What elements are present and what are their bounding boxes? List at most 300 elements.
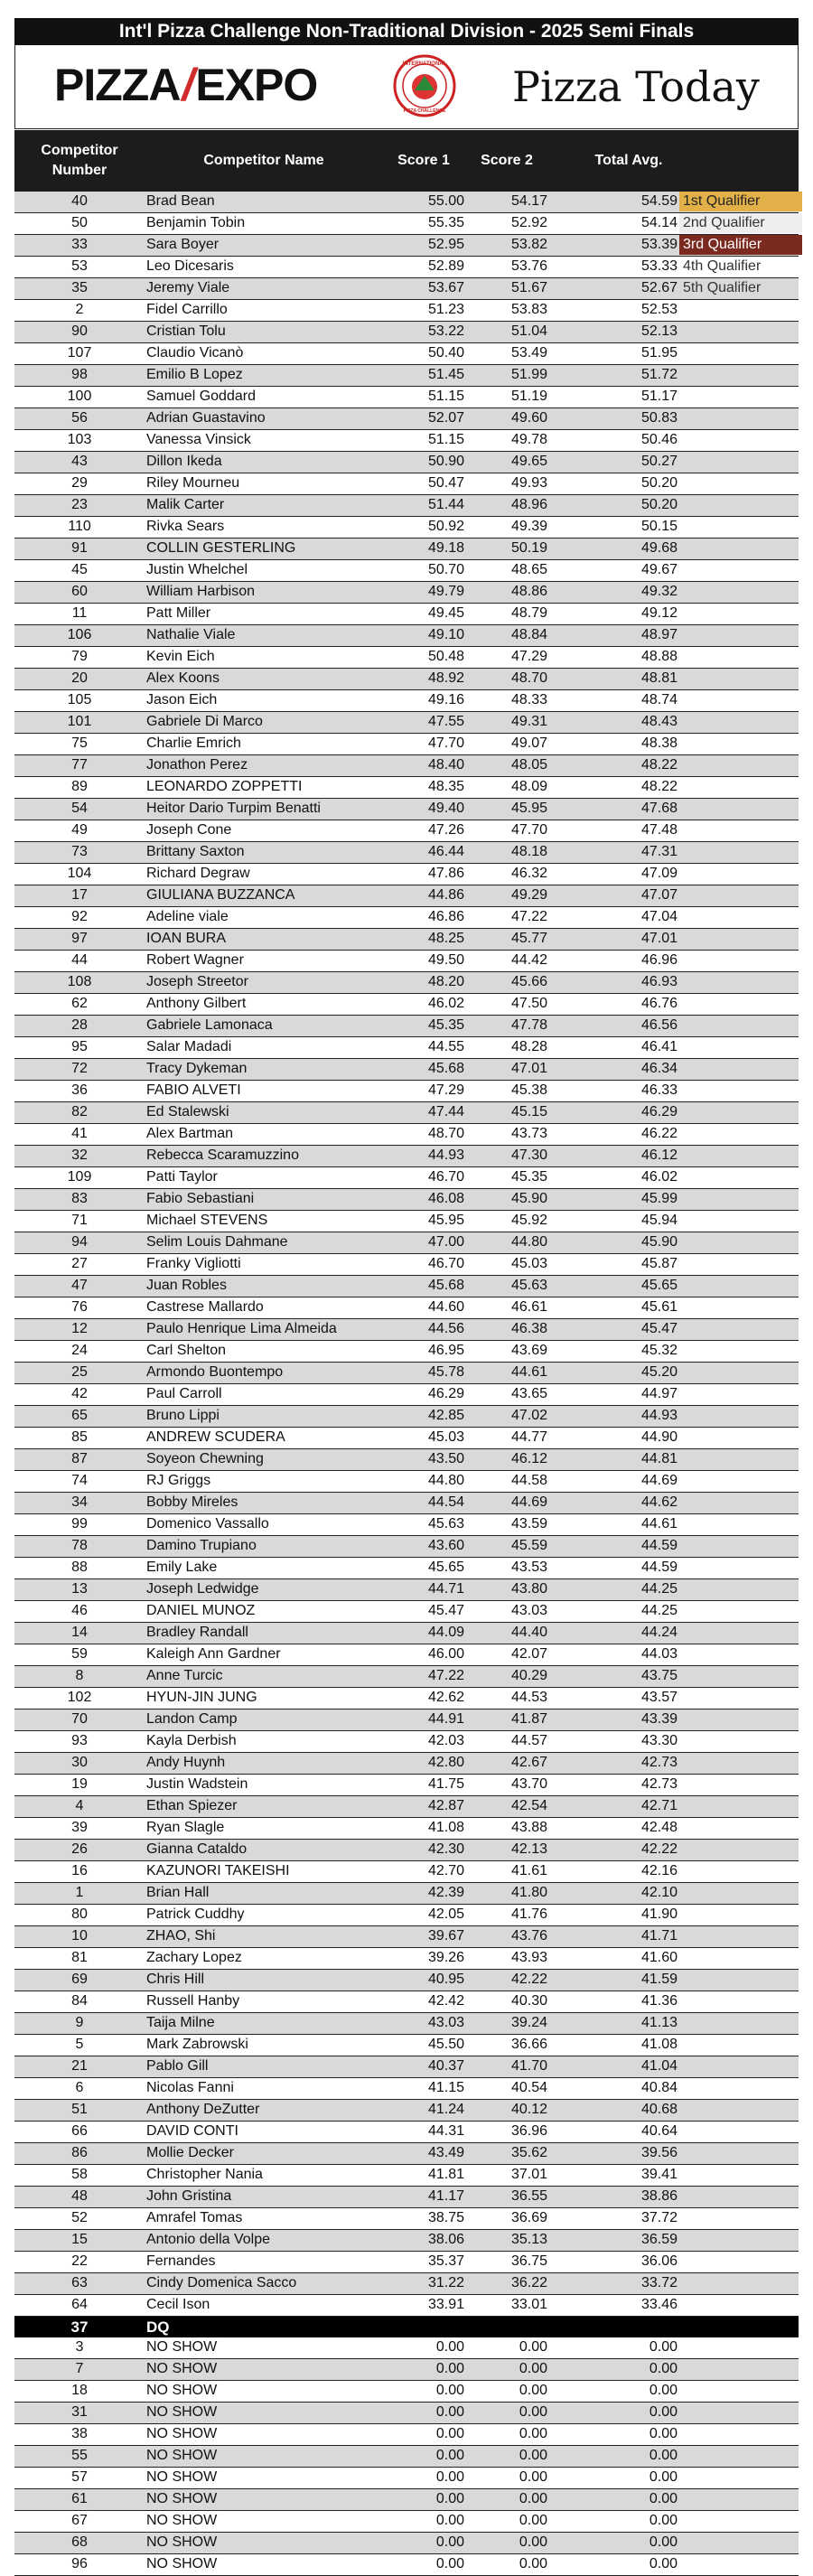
competitor-name: NO SHOW (146, 2556, 218, 2571)
total-avg: 43.57 (640, 1690, 678, 1705)
competitor-number: 69 (71, 1972, 88, 1987)
score-1: 50.92 (427, 519, 464, 534)
competitor-name: Gabriele Di Marco (146, 714, 263, 729)
table-row (14, 1146, 799, 1167)
competitor-number: 81 (71, 1950, 88, 1965)
total-avg: 49.12 (640, 605, 678, 621)
score-1: 46.70 (427, 1256, 464, 1271)
total-avg: 36.59 (640, 2232, 678, 2247)
score-2: 45.38 (510, 1082, 547, 1098)
score-1: 44.55 (427, 1039, 464, 1054)
score-1: 43.03 (427, 2015, 464, 2030)
table-row (14, 669, 799, 690)
total-avg: 50.27 (640, 454, 678, 469)
score-2: 40.12 (510, 2102, 547, 2117)
competitor-name: Cecil Ison (146, 2297, 210, 2312)
competitor-name: Cindy Domenica Sacco (146, 2275, 297, 2290)
total-avg: 52.53 (640, 302, 678, 317)
competitor-name: DAVID CONTI (146, 2123, 238, 2139)
score-2: 44.58 (510, 1473, 547, 1488)
competitor-name: Tracy Dykeman (146, 1061, 248, 1076)
competitor-number: 23 (71, 497, 88, 512)
competitor-name: Paulo Henrique Lima Almeida (146, 1321, 337, 1336)
score-1: 49.79 (427, 584, 464, 599)
competitor-name: Joseph Cone (146, 822, 232, 838)
total-avg: 37.72 (640, 2210, 678, 2225)
competitor-name: NO SHOW (146, 2448, 218, 2463)
competitor-name: Ed Stalewski (146, 1104, 229, 1119)
competitor-name: NO SHOW (146, 2469, 218, 2485)
competitor-number: 33 (71, 237, 88, 252)
competitor-number: 40 (71, 193, 88, 209)
total-avg: 49.32 (640, 584, 678, 599)
pizza-expo-logo (54, 58, 317, 112)
seal-top-text: INTERNATIONAL (402, 61, 447, 67)
score-1: 38.06 (427, 2232, 464, 2247)
score-2: 0.00 (519, 2556, 547, 2571)
total-avg: 46.29 (640, 1104, 678, 1119)
competitor-name: Patrick Cuddhy (146, 1906, 245, 1922)
score-1: 50.48 (427, 649, 464, 664)
total-avg: 42.73 (640, 1755, 678, 1770)
total-avg: 47.09 (640, 866, 678, 881)
table-row (14, 2295, 799, 2317)
competitor-number: 4 (75, 1798, 84, 1813)
table-row (14, 539, 799, 560)
table-row (14, 1059, 799, 1081)
competitor-name: Alex Bartman (146, 1126, 234, 1141)
competitor-name: Emilio B Lopez (146, 367, 243, 382)
score-1: 42.80 (427, 1755, 464, 1770)
score-2: 42.22 (510, 1972, 547, 1987)
table-row (14, 1124, 799, 1146)
competitor-number: 53 (71, 258, 88, 274)
competitor-name: Adeline viale (146, 909, 229, 924)
table-row (14, 690, 799, 712)
total-avg: 45.65 (640, 1278, 678, 1293)
competitor-name: Jonathon Perez (146, 757, 248, 773)
total-avg: 0.00 (649, 2426, 678, 2441)
score-1: 53.67 (427, 280, 464, 295)
score-1: 44.71 (427, 1581, 464, 1597)
no-show-row (14, 2489, 799, 2511)
score-1: 42.70 (427, 1863, 464, 1878)
total-avg: 44.93 (640, 1408, 678, 1423)
total-avg: 41.59 (640, 1972, 678, 1987)
score-2: 35.13 (510, 2232, 547, 2247)
score-2: 42.54 (510, 1798, 547, 1813)
competitor-name: Anthony Gilbert (146, 996, 247, 1011)
competitor-name: Bradley Randall (146, 1625, 248, 1640)
score-2: 40.30 (510, 1993, 547, 2009)
competitor-name: Landon Camp (146, 1711, 238, 1727)
dq-row (14, 2317, 799, 2337)
competitor-name: DANIEL MUNOZ (146, 1603, 256, 1618)
total-avg: 48.81 (640, 670, 678, 686)
total-avg: 0.00 (649, 2339, 678, 2355)
total-avg: 44.62 (640, 1494, 678, 1510)
score-2: 48.33 (510, 692, 547, 707)
competitor-name: Malik Carter (146, 497, 225, 512)
table-row (14, 2165, 799, 2187)
competitor-number: 31 (71, 2404, 88, 2420)
no-show-row (14, 2533, 799, 2554)
competitor-number: 76 (71, 1299, 88, 1315)
header-number (14, 141, 145, 181)
total-avg: 0.00 (649, 2491, 678, 2506)
score-1: 52.07 (427, 410, 464, 426)
score-1: 42.30 (427, 1841, 464, 1857)
competitor-number: 36 (71, 1082, 88, 1098)
table-row (14, 1211, 799, 1232)
competitor-number: 91 (71, 540, 88, 556)
score-2: 0.00 (519, 2491, 547, 2506)
competitor-name: IOAN BURA (146, 931, 227, 946)
table-row (14, 1558, 799, 1579)
score-1: 44.09 (427, 1625, 464, 1640)
competitor-name: Armondo Buontempo (146, 1364, 284, 1380)
competitor-name: NO SHOW (146, 2534, 218, 2550)
table-row (14, 1731, 799, 1753)
total-avg: 45.90 (640, 1234, 678, 1250)
score-2: 47.70 (510, 822, 547, 838)
table-row (14, 712, 799, 734)
score-1: 42.39 (427, 1885, 464, 1900)
score-1: 40.95 (427, 1972, 464, 1987)
competitor-name: NO SHOW (146, 2513, 218, 2528)
competitor-name: HYUN-JIN JUNG (146, 1690, 257, 1705)
score-2: 43.70 (510, 1776, 547, 1792)
competitor-number: 42 (71, 1386, 88, 1401)
score-1: 49.50 (427, 952, 464, 968)
score-2: 45.03 (510, 1256, 547, 1271)
score-2: 48.28 (510, 1039, 547, 1054)
total-avg: 46.22 (640, 1126, 678, 1141)
score-2: 43.76 (510, 1928, 547, 1944)
total-avg: 45.99 (640, 1191, 678, 1206)
score-1: 49.18 (427, 540, 464, 556)
competitor-name: Fernandes (146, 2253, 216, 2269)
total-avg: 41.04 (640, 2058, 678, 2074)
competitor-number: 14 (71, 1625, 88, 1640)
total-avg: 45.32 (640, 1343, 678, 1358)
score-2: 36.66 (510, 2037, 547, 2052)
competitor-name: Russell Hanby (146, 1993, 240, 2009)
competitor-name: Sara Boyer (146, 237, 220, 252)
score-2: 0.00 (519, 2448, 547, 2463)
competitor-number: 43 (71, 454, 88, 469)
competitor-number: 22 (71, 2253, 88, 2269)
competitor-name: NO SHOW (146, 2404, 218, 2420)
score-1: 52.95 (427, 237, 464, 252)
table-row (14, 1753, 799, 1775)
competitor-name: Joseph Streetor (146, 974, 248, 989)
total-avg: 44.59 (640, 1560, 678, 1575)
table-row (14, 755, 799, 777)
table-row (14, 799, 799, 820)
score-2: 49.78 (510, 432, 547, 447)
score-2: 53.83 (510, 302, 547, 317)
competitor-number: 66 (71, 2123, 88, 2139)
competitor-name: Ethan Spiezer (146, 1798, 238, 1813)
score-2: 39.24 (510, 2015, 547, 2030)
score-1: 44.31 (427, 2123, 464, 2139)
no-show-row (14, 2359, 799, 2381)
score-1: 0.00 (435, 2426, 464, 2441)
score-2: 49.07 (510, 735, 547, 751)
competitor-number: 70 (71, 1711, 88, 1727)
score-1: 41.17 (427, 2188, 464, 2204)
competitor-number: 67 (71, 2513, 88, 2528)
score-1: 45.68 (427, 1278, 464, 1293)
score-2: 49.65 (510, 454, 547, 469)
total-avg: 50.83 (640, 410, 678, 426)
competitor-name: Bobby Mireles (146, 1494, 238, 1510)
total-avg: 46.93 (640, 974, 678, 989)
score-1: 44.91 (427, 1711, 464, 1727)
score-1: 50.47 (427, 475, 464, 491)
table-row (14, 972, 799, 994)
competitor-number: 45 (71, 562, 88, 577)
total-avg: 33.72 (640, 2275, 678, 2290)
competitor-number: 7 (75, 2361, 84, 2376)
score-1: 45.68 (427, 1061, 464, 1076)
score-1: 47.55 (427, 714, 464, 729)
total-avg: 50.46 (640, 432, 678, 447)
total-avg: 53.33 (640, 258, 678, 274)
competitor-number: 8 (75, 1668, 84, 1683)
score-1: 31.22 (427, 2275, 464, 2290)
total-avg: 43.75 (640, 1668, 678, 1683)
competitor-name: Dillon Ikeda (146, 454, 222, 469)
score-2: 46.12 (510, 1451, 547, 1466)
table-row (14, 734, 799, 755)
score-1: 0.00 (435, 2491, 464, 2506)
score-1: 45.95 (427, 1213, 464, 1228)
competitor-name: FABIO ALVETI (146, 1082, 241, 1098)
competitor-number: 55 (71, 2448, 88, 2463)
table-row (14, 2187, 799, 2208)
competitor-name: Claudio Vicanò (146, 345, 244, 361)
competitor-name: Brian Hall (146, 1885, 210, 1900)
competitor-number: 10 (71, 1928, 88, 1944)
competitor-name: John Gristina (146, 2188, 232, 2204)
total-avg: 49.68 (640, 540, 678, 556)
competitor-number: 107 (67, 345, 92, 361)
score-2: 0.00 (519, 2534, 547, 2550)
competitor-name: Joseph Ledwidge (146, 1581, 259, 1597)
score-2: 42.13 (510, 1841, 547, 1857)
competitor-name: Fidel Carrillo (146, 302, 228, 317)
score-2: 43.59 (510, 1516, 547, 1532)
competitor-name: Robert Wagner (146, 952, 244, 968)
total-avg: 47.07 (640, 887, 678, 903)
competitor-number: 18 (71, 2383, 88, 2398)
score-2: 54.17 (510, 193, 547, 209)
score-2: 44.69 (510, 1494, 547, 1510)
competitor-name: NO SHOW (146, 2383, 218, 2398)
score-2: 44.77 (510, 1429, 547, 1445)
competitor-name: Damino Trupiano (146, 1538, 257, 1553)
total-avg: 46.76 (640, 996, 678, 1011)
total-avg: 46.33 (640, 1082, 678, 1098)
score-2: 46.32 (510, 866, 547, 881)
table-row (14, 1514, 799, 1536)
table-row (14, 842, 799, 864)
score-2: 45.95 (510, 801, 547, 816)
competitor-number: 97 (71, 931, 88, 946)
competitor-number: 103 (67, 432, 92, 447)
competitor-name: Adrian Guastavino (146, 410, 266, 426)
competitor-name: Alex Koons (146, 670, 220, 686)
competitor-number: 86 (71, 2145, 88, 2160)
competitor-number: 105 (67, 692, 92, 707)
total-avg: 42.10 (640, 1885, 678, 1900)
competitor-number: 11 (71, 605, 88, 621)
competitor-name: Paul Carroll (146, 1386, 222, 1401)
score-2: 49.60 (510, 410, 547, 426)
competitor-name: Gianna Cataldo (146, 1841, 248, 1857)
score-1: 51.23 (427, 302, 464, 317)
competitor-number: 35 (71, 280, 88, 295)
competitor-name: Kevin Eich (146, 649, 215, 664)
total-avg: 50.20 (640, 475, 678, 491)
competitor-number: 26 (71, 1841, 88, 1857)
header-number-line2: Number (51, 163, 107, 178)
competitor-number: 94 (71, 1234, 88, 1250)
total-avg: 40.68 (640, 2102, 678, 2117)
pizza-today-logo: Pizza Today (512, 62, 760, 111)
competitor-number: 84 (71, 1993, 88, 2009)
competitor-number: 3 (75, 2339, 84, 2355)
competitor-name: RJ Griggs (146, 1473, 211, 1488)
competitor-name: Anne Turcic (146, 1668, 223, 1683)
table-row (14, 387, 799, 408)
competitor-number: 32 (71, 1147, 88, 1163)
total-avg: 46.96 (640, 952, 678, 968)
table-row (14, 192, 799, 213)
table-row (14, 1688, 799, 1710)
score-2: 51.99 (510, 367, 547, 382)
table-row (14, 604, 799, 625)
table-row (14, 1016, 799, 1037)
competitor-name: NO SHOW (146, 2426, 218, 2441)
table-row (14, 1493, 799, 1514)
table-row (14, 1970, 799, 1991)
competitor-number: 12 (71, 1321, 88, 1336)
score-1: 47.86 (427, 866, 464, 881)
score-1: 49.40 (427, 801, 464, 816)
score-1: 51.15 (427, 432, 464, 447)
competitor-number: 39 (71, 1820, 88, 1835)
competitor-name: Samuel Goddard (146, 389, 256, 404)
table-row (14, 1428, 799, 1449)
score-1: 51.45 (427, 367, 464, 382)
total-avg: 41.13 (640, 2015, 678, 2030)
competitor-name: Nathalie Viale (146, 627, 236, 642)
table-row (14, 907, 799, 929)
competitor-name: Mark Zabrowski (146, 2037, 248, 2052)
expo-left: PIZZA (54, 60, 181, 110)
score-1: 53.22 (427, 323, 464, 339)
competitor-number: 63 (71, 2275, 88, 2290)
score-1: 45.50 (427, 2037, 464, 2052)
no-show-row (14, 2511, 799, 2533)
score-2: 44.53 (510, 1690, 547, 1705)
competitor-number: 85 (71, 1429, 88, 1445)
score-1: 41.08 (427, 1820, 464, 1835)
score-2: 46.61 (510, 1299, 547, 1315)
score-2: 45.66 (510, 974, 547, 989)
score-1: 50.70 (427, 562, 464, 577)
competitor-name: Selim Louis Dahmane (146, 1234, 288, 1250)
score-2: 53.76 (510, 258, 547, 274)
score-2: 48.65 (510, 562, 547, 577)
no-show-row (14, 2424, 799, 2446)
competitor-number: 100 (67, 389, 92, 404)
competitor-number: 13 (71, 1581, 88, 1597)
score-2: 48.86 (510, 584, 547, 599)
competitor-name: ZHAO, Shi (146, 1928, 216, 1944)
total-avg: 41.60 (640, 1950, 678, 1965)
table-row (14, 1905, 799, 1926)
competitor-name: Kayla Derbish (146, 1733, 237, 1748)
total-avg: 53.39 (640, 237, 678, 252)
score-1: 51.44 (427, 497, 464, 512)
score-1: 44.54 (427, 1494, 464, 1510)
total-avg: 48.22 (640, 757, 678, 773)
expo-slash: / (182, 60, 194, 110)
score-2: 53.49 (510, 345, 547, 361)
score-2: 48.79 (510, 605, 547, 621)
logo-banner (14, 45, 799, 129)
total-avg: 44.03 (640, 1646, 678, 1662)
competitor-name: Kaleigh Ann Gardner (146, 1646, 281, 1662)
table-row (14, 1189, 799, 1211)
competitor-name: Salar Madadi (146, 1039, 232, 1054)
competitor-number: 48 (71, 2188, 88, 2204)
score-1: 49.16 (427, 692, 464, 707)
score-2: 0.00 (519, 2361, 547, 2376)
score-2: 48.96 (510, 497, 547, 512)
table-row (14, 582, 799, 604)
competitor-name: Jeremy Viale (146, 280, 230, 295)
total-avg: 49.67 (640, 562, 678, 577)
score-1: 45.35 (427, 1017, 464, 1033)
competitor-name: Bruno Lippi (146, 1408, 220, 1423)
competitor-name: NO SHOW (146, 2361, 218, 2376)
score-1: 46.86 (427, 909, 464, 924)
score-1: 45.78 (427, 1364, 464, 1380)
competitor-name: Antonio della Volpe (146, 2232, 270, 2247)
table-row (14, 1883, 799, 1905)
qualifier-badge: 4th Qualifier (683, 258, 762, 274)
competitor-name: Charlie Emrich (146, 735, 241, 751)
table-row (14, 495, 799, 517)
score-1: 42.87 (427, 1798, 464, 1813)
score-2: 41.76 (510, 1906, 547, 1922)
score-1: 0.00 (435, 2448, 464, 2463)
competitor-number: 34 (71, 1494, 88, 1510)
score-1: 42.85 (427, 1408, 464, 1423)
table-row (14, 1991, 799, 2013)
score-2: 41.70 (510, 2058, 547, 2074)
score-1: 0.00 (435, 2339, 464, 2355)
total-avg: 46.41 (640, 1039, 678, 1054)
competitor-number: 82 (71, 1104, 88, 1119)
score-1: 42.03 (427, 1733, 464, 1748)
score-1: 48.20 (427, 974, 464, 989)
